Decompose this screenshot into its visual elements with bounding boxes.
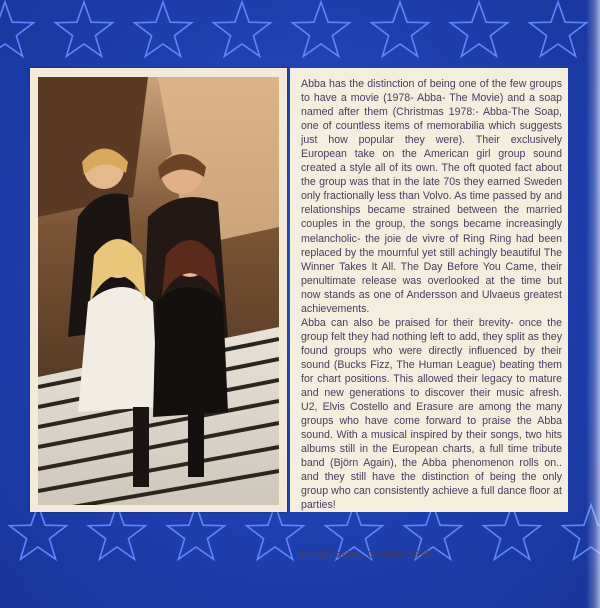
liner-notes-paragraph-2: Abba can also be praised for their brevity- once the group felt they had nothing left to add, they split as they found groups who were directly influenced by their sound (Bucks Fizz, The Human League) beating them for chart positions. This allowed their legacy to mature and new generations to discover their music afresh. U2, Elvis Costello and Erasure are among the many groups who have come forward to praise the Abba sound. With a musical inspired by their songs, two hits albums still in the European charts, a full time tribute band (Björn Again), the Abba phenomenon rolls on.. and they still have the distinction of being the only group who can consistently achieve a full dance floor at parties! (301, 316, 562, 512)
booklet-edge-highlight (586, 0, 600, 608)
top-star-row (0, 2, 587, 56)
liner-notes-panel (290, 68, 568, 561)
liner-notes-text (301, 77, 562, 512)
band-photo (38, 77, 279, 505)
author-credit: Daryl Easlea, October 1999. (301, 549, 435, 561)
liner-notes-paragraph-1: Abba has the distinction of being one of the few groups to have a movie (1978- Abba- The Movie) and a soap named after them (Christmas 1978:- Abba-The Soap, one of countless items of memorabilia which suggests just how popular they were). Their exclusively European take on the American girl group sound created a style all of its own. The oft quoted fact about the group was that in the late 70s they earned Sweden only fractionally less than Volvo. As time passed by and relationships became strained between the married couples in the group, the songs became increasingly melancholic- the joie de vivre of Ring Ring had been replaced by the mournful yet still achingly beautiful The Winner Takes It All. The Day Before You Came, their penultimate release was overlooked at the time but now stands as one of Andersson and Ulvaeus greatest achievements. (301, 78, 562, 315)
band-photo-illustration (38, 77, 279, 505)
band-photo-frame (30, 68, 287, 512)
